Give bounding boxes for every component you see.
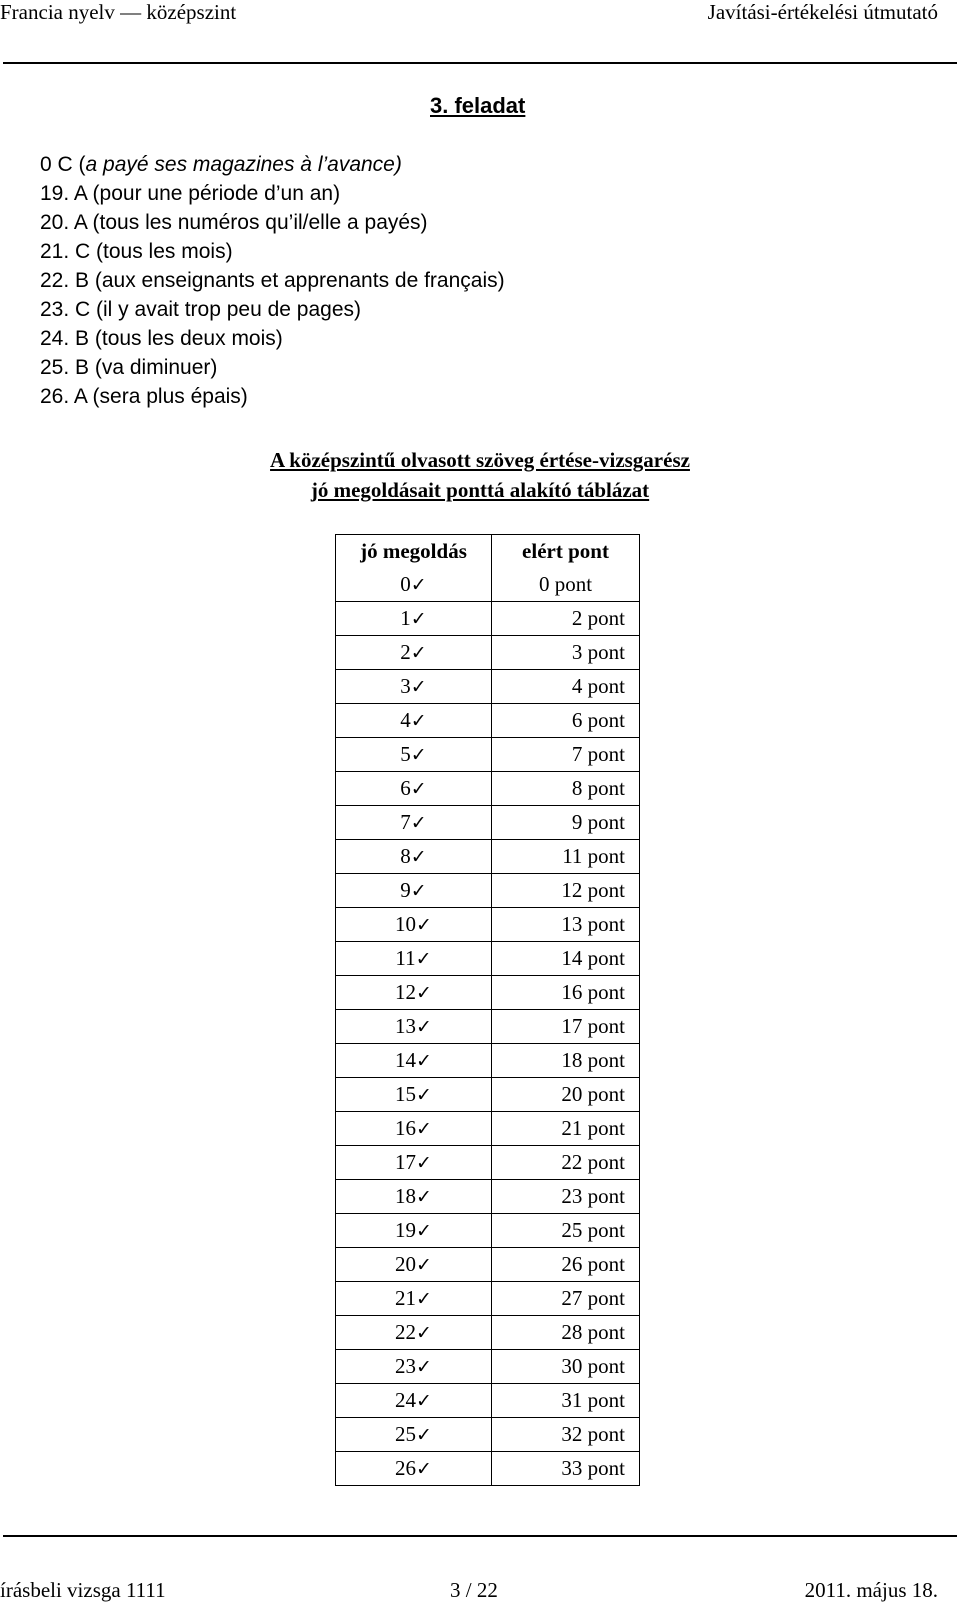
correct-count-cell: [336, 1009, 492, 1043]
correct-count-cell: [336, 737, 492, 771]
table-title-line-1: A középszintű olvasott szöveg értése-vizsgarész: [270, 448, 690, 472]
checkmark-icon: ✓: [416, 1083, 432, 1106]
checkmark-icon: ✓: [416, 1355, 432, 1378]
correct-count-cell: [336, 568, 492, 602]
points-cell: 25 pont: [492, 1213, 640, 1247]
correct-count: 18: [395, 1183, 417, 1208]
correct-count: 19: [395, 1217, 417, 1242]
table-row: [336, 805, 640, 839]
table-row: [336, 1043, 640, 1077]
correct-count: 21: [395, 1285, 417, 1310]
answer-text: 20. A (tous les numéros qu’il/elle a payés): [40, 211, 428, 234]
correct-count: 9: [400, 877, 411, 902]
answer-item: [40, 353, 505, 382]
points-cell: 8 pont: [492, 771, 640, 805]
correct-count-cell: [336, 1213, 492, 1247]
answer-text: 21. C (tous les mois): [40, 240, 233, 263]
points-cell: 18 pont: [492, 1043, 640, 1077]
table-row: [336, 1179, 640, 1213]
answer-item: [40, 295, 505, 324]
correct-count: 5: [400, 741, 411, 766]
checkmark-icon: ✓: [410, 607, 427, 630]
correct-count-cell: [336, 1145, 492, 1179]
table-header-row: [336, 535, 640, 568]
table-row: [336, 1213, 640, 1247]
correct-count-cell: [336, 1281, 492, 1315]
answer-item: [40, 179, 505, 208]
points-cell: 14 pont: [492, 941, 640, 975]
footer-page-number: 3 / 22: [450, 1578, 498, 1602]
table-row: [336, 873, 640, 907]
correct-count: 12: [395, 979, 417, 1004]
points-cell: 13 pont: [492, 907, 640, 941]
task-title: 3. feladat: [430, 93, 526, 118]
points-cell: 9 pont: [492, 805, 640, 839]
points-cell: 22 pont: [492, 1145, 640, 1179]
correct-count: 2: [400, 639, 411, 664]
table-row: [336, 737, 640, 771]
answer-key-list: [40, 150, 505, 411]
correct-count-cell: [336, 1247, 492, 1281]
checkmark-icon: ✓: [410, 777, 427, 800]
table-row: [336, 839, 640, 873]
points-cell: 17 pont: [492, 1009, 640, 1043]
correct-count-cell: [336, 873, 492, 907]
checkmark-icon: ✓: [416, 1049, 432, 1072]
checkmark-icon: ✓: [416, 1253, 432, 1276]
points-cell: 12 pont: [492, 873, 640, 907]
checkmark-icon: ✓: [410, 573, 427, 596]
table-row: [336, 1247, 640, 1281]
correct-count: 23: [395, 1353, 417, 1378]
points-cell: 16 pont: [492, 975, 640, 1009]
checkmark-icon: ✓: [410, 743, 427, 766]
correct-count-cell: [336, 669, 492, 703]
answer-item: [40, 237, 505, 266]
correct-count-cell: [336, 907, 492, 941]
correct-count: 15: [395, 1081, 417, 1106]
points-cell: 2 pont: [492, 601, 640, 635]
correct-count-cell: [336, 703, 492, 737]
table-row: [336, 1417, 640, 1451]
correct-count-cell: [336, 1349, 492, 1383]
answer-text: 26. A (sera plus épais): [40, 385, 248, 408]
checkmark-icon: ✓: [416, 913, 432, 936]
answer-item: [40, 150, 505, 179]
table-row: [336, 1145, 640, 1179]
table-row: [336, 771, 640, 805]
correct-count-cell: [336, 975, 492, 1009]
table-row: [336, 1451, 640, 1485]
points-cell: 6 pont: [492, 703, 640, 737]
correct-count: 25: [395, 1421, 417, 1446]
points-cell: 4 pont: [492, 669, 640, 703]
correct-count: 3: [400, 673, 411, 698]
answer-text: 25. B (va diminuer): [40, 356, 218, 379]
points-cell: 0 pont: [492, 568, 640, 602]
table-row: [336, 941, 640, 975]
table-row: [336, 1315, 640, 1349]
correct-count-cell: [336, 805, 492, 839]
checkmark-icon: ✓: [416, 1015, 432, 1038]
table-row: [336, 601, 640, 635]
header-guide-title: Javítási-értékelési útmutató: [707, 0, 938, 24]
points-cell: 11 pont: [492, 839, 640, 873]
points-cell: 31 pont: [492, 1383, 640, 1417]
correct-count-cell: [336, 601, 492, 635]
table-row: [336, 1111, 640, 1145]
correct-count-cell: [336, 1111, 492, 1145]
points-cell: 3 pont: [492, 635, 640, 669]
correct-count-cell: [336, 839, 492, 873]
points-cell: 23 pont: [492, 1179, 640, 1213]
checkmark-icon: ✓: [410, 845, 427, 868]
footer-date: 2011. május 18.: [804, 1578, 938, 1602]
correct-count-cell: [336, 1315, 492, 1349]
correct-count: 13: [395, 1013, 417, 1038]
checkmark-icon: ✓: [416, 1219, 432, 1242]
checkmark-icon: ✓: [416, 1457, 432, 1480]
header-divider: [3, 62, 957, 64]
correct-count: 0: [400, 571, 411, 596]
table-row: [336, 635, 640, 669]
table-row: [336, 907, 640, 941]
points-cell: 26 pont: [492, 1247, 640, 1281]
correct-count: 14: [395, 1047, 417, 1072]
checkmark-icon: ✓: [416, 1423, 432, 1446]
points-cell: 20 pont: [492, 1077, 640, 1111]
table-row: [336, 703, 640, 737]
correct-count: 6: [400, 775, 411, 800]
checkmark-icon: ✓: [416, 1117, 432, 1140]
correct-count-cell: [336, 941, 492, 975]
header-subject: Francia nyelv — középszint: [0, 0, 237, 24]
footer-divider: [3, 1535, 957, 1537]
checkmark-icon: ✓: [410, 675, 427, 698]
correct-count-cell: [336, 1451, 492, 1485]
correct-count: 17: [395, 1149, 417, 1174]
table-title: [0, 445, 960, 505]
checkmark-icon: ✓: [416, 1185, 432, 1208]
points-cell: 33 pont: [492, 1451, 640, 1485]
correct-count: 20: [395, 1251, 417, 1276]
checkmark-icon: ✓: [410, 811, 427, 834]
answer-item: [40, 324, 505, 353]
table-row: [336, 975, 640, 1009]
footer-exam-code: írásbeli vizsga 1111: [0, 1578, 166, 1602]
table-row: [336, 568, 640, 602]
header-points: elért pont: [492, 535, 640, 568]
answer-text: 19. A (pour une période d’un an): [40, 182, 341, 205]
checkmark-icon: ✓: [410, 641, 427, 664]
table-row: [336, 1009, 640, 1043]
checkmark-icon: ✓: [416, 981, 432, 1004]
checkmark-icon: ✓: [416, 1151, 432, 1174]
correct-count-cell: [336, 1077, 492, 1111]
correct-count: 11: [395, 945, 416, 970]
correct-count: 10: [395, 911, 417, 936]
table-row: [336, 1349, 640, 1383]
correct-count: 22: [395, 1319, 417, 1344]
checkmark-icon: ✓: [410, 879, 427, 902]
points-cell: 30 pont: [492, 1349, 640, 1383]
table-title-line-2: jó megoldásait ponttá alakító táblázat: [310, 478, 650, 502]
table-row: [336, 669, 640, 703]
correct-count: 4: [400, 707, 411, 732]
checkmark-icon: ✓: [416, 1287, 432, 1310]
correct-count: 26: [395, 1455, 417, 1480]
correct-count-cell: [336, 635, 492, 669]
answer-text: 22. B (aux enseignants et apprenants de français): [40, 269, 505, 292]
checkmark-icon: ✓: [410, 709, 427, 732]
correct-count-cell: [336, 771, 492, 805]
header-correct-answers: jó megoldás: [336, 535, 492, 568]
correct-count: 16: [395, 1115, 417, 1140]
checkmark-icon: ✓: [416, 1321, 432, 1344]
answer-item: [40, 382, 505, 411]
correct-count-cell: [336, 1417, 492, 1451]
correct-count: 8: [400, 843, 411, 868]
points-cell: 27 pont: [492, 1281, 640, 1315]
correct-count-cell: [336, 1383, 492, 1417]
checkmark-icon: ✓: [416, 1389, 432, 1412]
points-cell: 21 pont: [492, 1111, 640, 1145]
answer-item: [40, 208, 505, 237]
table-row: [336, 1281, 640, 1315]
answer-example-italic: a payé ses magazines à l’avance): [85, 153, 402, 176]
points-cell: 7 pont: [492, 737, 640, 771]
points-cell: 28 pont: [492, 1315, 640, 1349]
checkmark-icon: ✓: [415, 947, 432, 970]
correct-count: 1: [400, 605, 411, 630]
table-row: [336, 1383, 640, 1417]
correct-count: 24: [395, 1387, 417, 1412]
correct-count-cell: [336, 1179, 492, 1213]
points-cell: 32 pont: [492, 1417, 640, 1451]
table-row: [336, 1077, 640, 1111]
correct-count: 7: [400, 809, 411, 834]
correct-count-cell: [336, 1043, 492, 1077]
answer-item: [40, 266, 505, 295]
score-conversion-table: [335, 534, 640, 1486]
answer-text: 0 C (: [40, 153, 86, 176]
answer-text: 24. B (tous les deux mois): [40, 327, 283, 350]
answer-text: 23. C (il y avait trop peu de pages): [40, 298, 362, 321]
